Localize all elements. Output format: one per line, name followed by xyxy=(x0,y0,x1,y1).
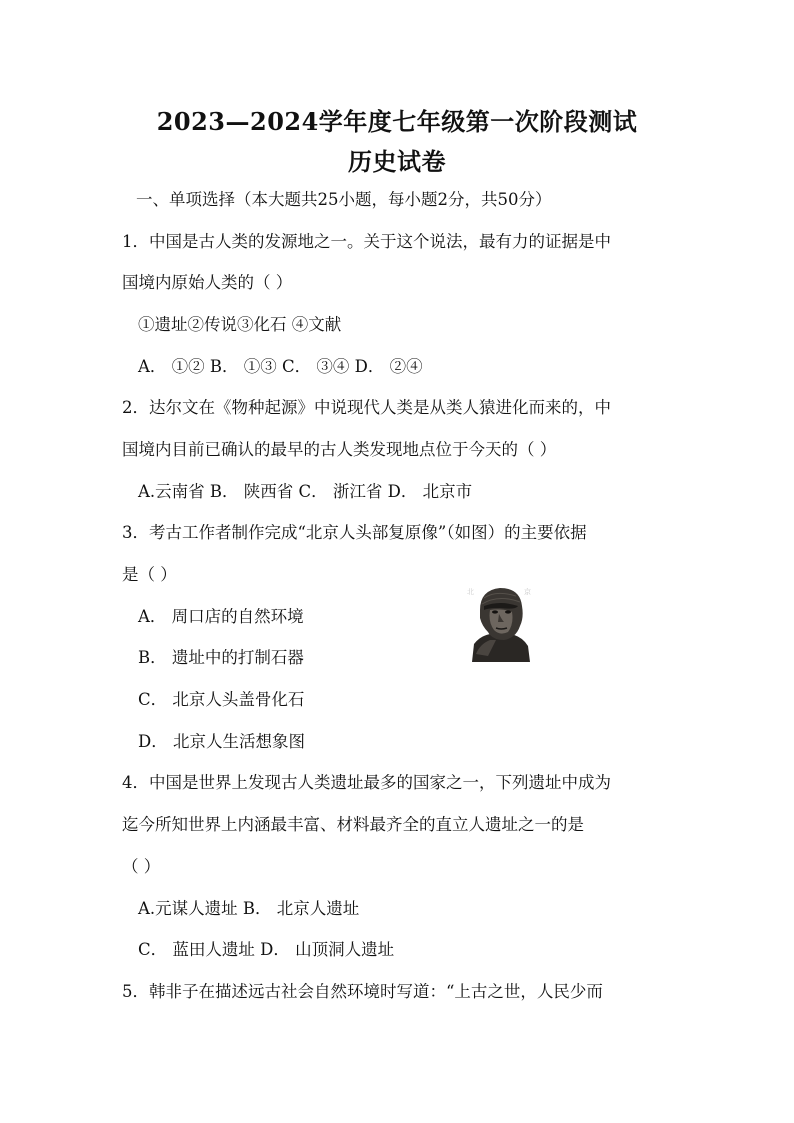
exam-subtitle: 历史试卷 xyxy=(348,147,446,176)
section-heading: 一、单项选择（本大题共25小题，每小题2分，共50分） xyxy=(136,190,552,209)
q2-stem-line2: 国境内目前已确认的最早的古人类发现地点位于今天的（ ） xyxy=(122,440,557,459)
q1-sub-items: ①遗址②传说③化石 ④文献 xyxy=(138,315,342,334)
q2-options: A.云南省 B． 陕西省 C． 浙江省 D． 北京市 xyxy=(138,482,473,501)
q3-stem-line2: 是（ ） xyxy=(122,565,177,584)
q4-stem-line2: 迄今所知世界上内涵最丰富、材料最齐全的直立人遗址之一的是 xyxy=(122,815,584,834)
svg-text:京: 京 xyxy=(524,588,531,596)
q3-option-a: A． 周口店的自然环境 xyxy=(138,607,304,626)
q3-option-c: C． 北京人头盖骨化石 xyxy=(138,690,305,709)
q1-options: A． ①② B． ①③ C． ③④ D． ②④ xyxy=(138,357,423,376)
q1-stem-line2: 国境内原始人类的（ ） xyxy=(122,273,293,292)
q5-stem-line1: 5．韩非子在描述远古社会自然环境时写道：“上古之世，人民少而 xyxy=(122,982,603,1001)
q2-stem-line1: 2．达尔文在《物种起源》中说现代人类是从类人猿进化而来的，中 xyxy=(122,398,611,417)
q4-stem-line3: （ ） xyxy=(122,857,161,876)
q3-option-d: D． 北京人生活想象图 xyxy=(138,732,305,751)
svg-text:北: 北 xyxy=(467,588,474,596)
q4-options-line1: A.元谋人遗址 B． 北京人遗址 xyxy=(138,899,360,918)
q4-stem-line1: 4．中国是世界上发现古人类遗址最多的国家之一，下列遗址中成为 xyxy=(122,773,611,792)
q3-option-b: B． 遗址中的打制石器 xyxy=(138,648,304,667)
q1-stem-line1: 1．中国是古人类的发源地之一。关于这个说法，最有力的证据是中 xyxy=(122,232,611,251)
q3-stem-line1: 3．考古工作者制作完成“北京人头部复原像”（如图）的主要依据 xyxy=(122,523,587,542)
peking-man-bust-image xyxy=(466,584,532,662)
exam-title: 2023—2024学年度七年级第一次阶段测试 xyxy=(156,107,638,136)
q4-options-line2: C． 蓝田人遗址 D． 山顶洞人遗址 xyxy=(138,940,395,959)
